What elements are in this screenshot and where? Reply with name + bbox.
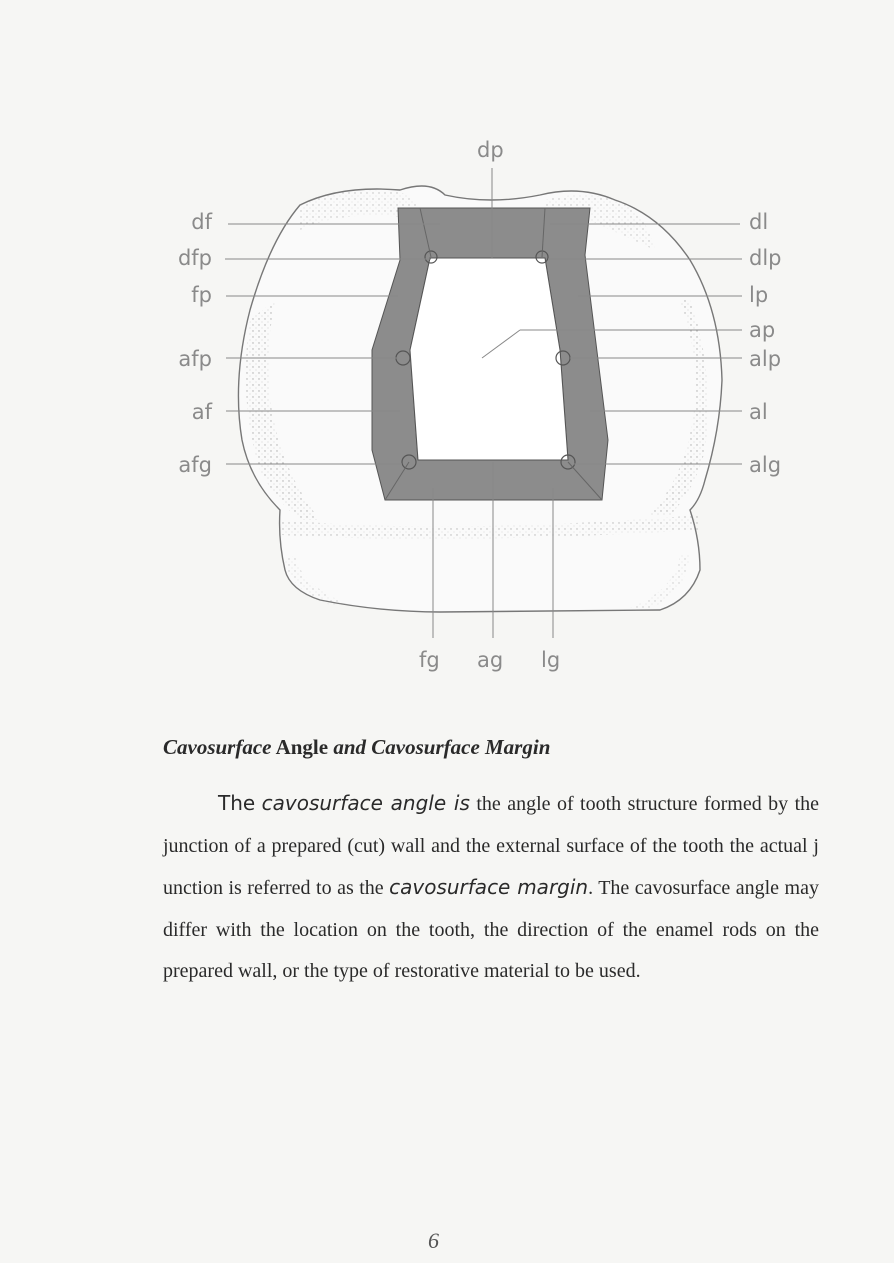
heading-part-1: Cavosurface [163, 735, 272, 759]
label-af: af [191, 400, 212, 424]
label-lg: lg [541, 648, 561, 672]
label-dl: dl [749, 210, 769, 234]
label-dp: dp [477, 138, 504, 162]
para-text-1: the angle of tooth structure formed by the junction of a prepared (cut) wall and the external surface of the tooth the actual j unction is referred to as the [163, 793, 820, 899]
label-ap: ap [749, 318, 776, 342]
heading-part-3: and Cavosurface Margin [333, 735, 551, 759]
label-fg: fg [419, 648, 440, 672]
label-alg: alg [749, 453, 782, 477]
label-ag: ag [477, 648, 504, 672]
label-fp: fp [191, 283, 212, 307]
para-text-2: . The cavosurface angle may differ with the location on the tooth, the direction of the enamel rods on the prepared wall, or the type of restorative material to be used. [163, 877, 819, 982]
para-term-cavosurface-angle: cavosurface angle is [261, 791, 470, 815]
para-term-cavosurface-margin: cavosurface margin [389, 875, 589, 899]
label-afp: afp [178, 347, 212, 371]
label-lp: lp [749, 283, 769, 307]
body-paragraph [163, 783, 819, 993]
label-dfp: dfp [177, 246, 212, 270]
heading-part-2: Angle [271, 735, 334, 759]
label-df: df [191, 210, 212, 234]
para-term-the: The [218, 791, 256, 815]
label-afg: afg [178, 453, 212, 477]
cavity-floor [410, 258, 568, 460]
label-alp: alp [749, 347, 782, 371]
page-number: 6 [428, 1228, 439, 1253]
label-dlp: dlp [749, 246, 782, 270]
section-heading [163, 735, 803, 760]
label-al: al [749, 400, 768, 424]
